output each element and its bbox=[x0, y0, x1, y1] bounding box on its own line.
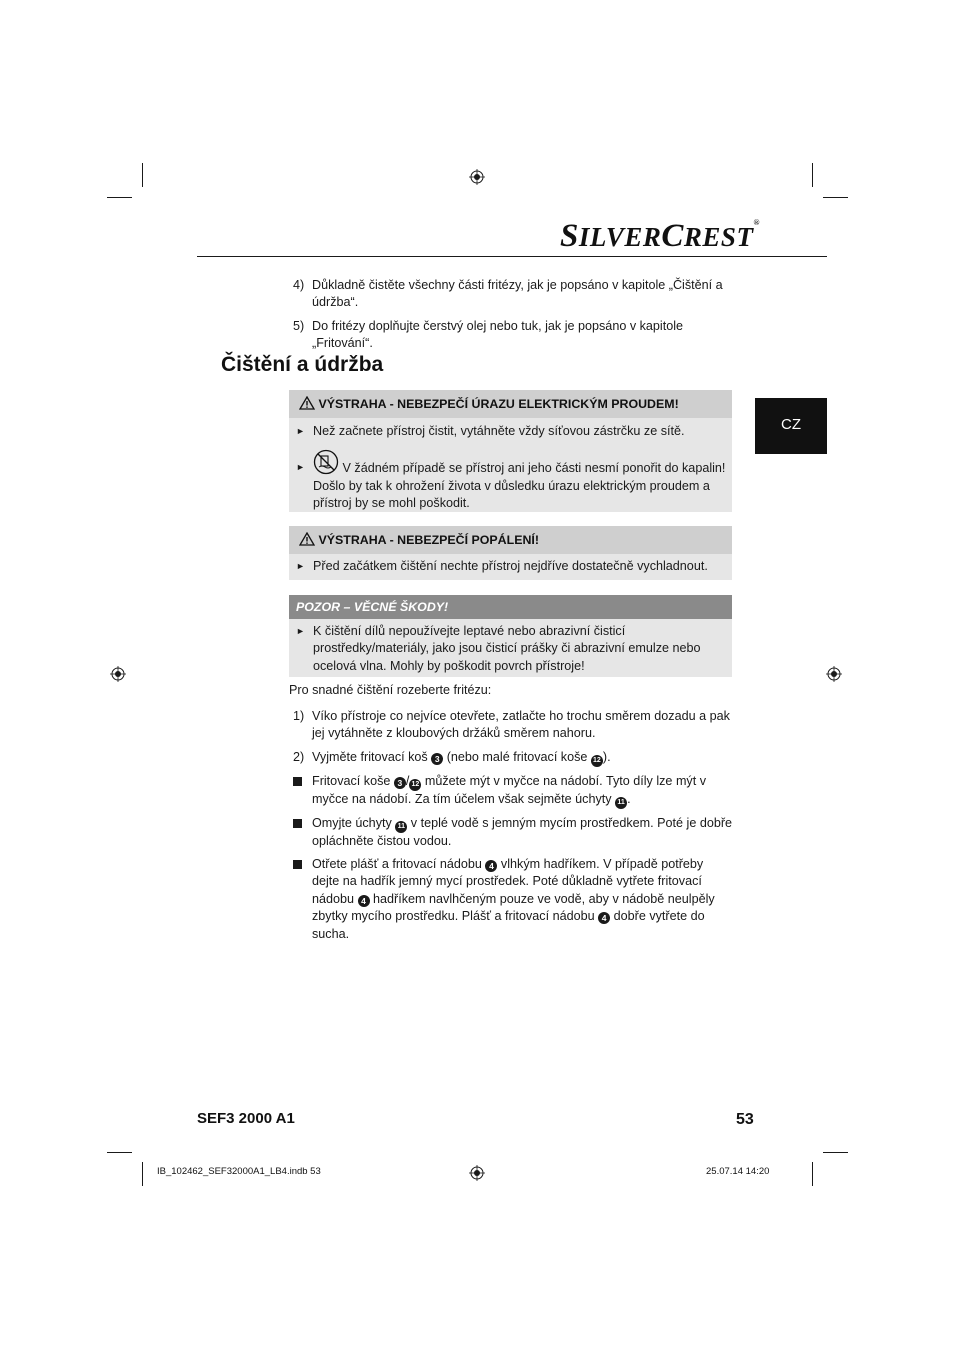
lead-in-text: Pro snadné čištění rozeberte fritézu: bbox=[289, 683, 492, 697]
crop-mark bbox=[142, 163, 143, 187]
brand-logo: SILVERCREST® bbox=[560, 218, 760, 254]
caution-header: POZOR – VĚCNÉ ŠKODY! bbox=[289, 595, 732, 619]
list-item: 2) Vyjměte fritovací koš 3 (nebo malé fritovací koše 12 ). bbox=[293, 749, 733, 767]
crop-mark bbox=[812, 163, 813, 187]
no-immersion-icon bbox=[313, 449, 339, 475]
arrow-bullet-icon: ► bbox=[296, 626, 305, 636]
arrow-bullet-icon: ► bbox=[296, 561, 305, 571]
crop-mark bbox=[107, 1152, 132, 1153]
arrow-bullet-icon: ► bbox=[296, 426, 305, 436]
print-slug-date: 25.07.14 14:20 bbox=[706, 1166, 770, 1177]
part-number-badge: 11 bbox=[395, 821, 407, 833]
warning-header: VÝSTRAHA - NEBEZPEČÍ POPÁLENÍ! bbox=[289, 526, 732, 554]
caution-box bbox=[289, 595, 732, 677]
registration-mark-icon bbox=[469, 169, 485, 185]
print-slug-file: IB_102462_SEF32000A1_LB4.indb 53 bbox=[157, 1166, 321, 1177]
square-bullet-icon bbox=[293, 860, 302, 869]
registration-mark-icon bbox=[110, 666, 126, 682]
crop-mark bbox=[823, 197, 848, 198]
list-item: 4) Důkladně čistěte všechny části fritézy, jak je popsáno v kapitole „Čištění a údržba“. bbox=[293, 278, 723, 310]
crop-mark bbox=[812, 1162, 813, 1186]
warning-triangle-icon bbox=[299, 396, 315, 410]
part-number-badge: 4 bbox=[598, 912, 610, 924]
bullet-item: ► K čištění dílů nepoužívejte leptavé nebo abrazivní čisticí prostředky/materiály, jako jsou čisticí prášky či abrazivní emulze nebo ocelová vlna. Mohly by poškodit povrch přístroje! bbox=[296, 624, 701, 673]
section-title: Čištění a údržba bbox=[221, 353, 384, 376]
bullet-item: ► Než začnete přístroj čistit, vytáhněte vždy síťovou zástrčku ze sítě. bbox=[289, 423, 732, 440]
warning-header: VÝSTRAHA - NEBEZPEČÍ ÚRAZU ELEKTRICKÝM PROUDEM! bbox=[289, 390, 732, 418]
warning-triangle-icon bbox=[299, 532, 315, 546]
crop-mark bbox=[823, 1152, 848, 1153]
registration-mark-icon bbox=[469, 1165, 485, 1181]
header-rule bbox=[197, 256, 827, 257]
square-bullet-icon bbox=[293, 777, 302, 786]
part-number-badge: 4 bbox=[485, 860, 497, 872]
bullet-item: ► Před začátkem čištění nechte přístroj nejdříve dostatečně vychladnout. bbox=[289, 558, 732, 575]
square-bullet-item: Fritovací koše 3 / 12 můžete mýt v myčce na nádobí. Tyto díly lze mýt v myčce na nádobí. Za tím účelem však sejměte úchyty 11 . bbox=[293, 773, 733, 809]
crop-mark bbox=[107, 197, 132, 198]
arrow-bullet-icon: ► bbox=[296, 462, 305, 473]
square-bullet-item: Omyjte úchyty 11 v teplé vodě s jemným mycím prostředkem. Poté je dobře opláchněte čistou vodou. bbox=[293, 815, 733, 850]
part-number-badge: 4 bbox=[358, 895, 370, 907]
part-number-badge: 3 bbox=[431, 753, 443, 765]
part-number-badge: 11 bbox=[615, 797, 627, 809]
warning-box-burn bbox=[289, 526, 732, 580]
part-number-badge: 12 bbox=[409, 779, 421, 791]
part-number-badge: 12 bbox=[591, 755, 603, 767]
page-number: 53 bbox=[736, 1111, 754, 1128]
registration-mark-icon bbox=[826, 666, 842, 682]
list-item: 1) Víko přístroje co nejvíce otevřete, zatlačte ho trochu směrem dozadu a pak jej vytáhněte z kloubových držáků směrem nahoru. bbox=[293, 709, 730, 741]
crop-mark bbox=[142, 1162, 143, 1186]
square-bullet-icon bbox=[293, 819, 302, 828]
warning-box-electric bbox=[289, 390, 732, 512]
list-item: 5) Do fritézy doplňujte čerstvý olej nebo tuk, jak je popsáno v kapitole „Fritování“. bbox=[293, 319, 684, 351]
square-bullet-item: Otřete plášť a fritovací nádobu 4 vlhkým hadříkem. V případě potřeby dejte na hadřík jemný mycí prostředek. Poté důkladně vytřete fritovací nádobu 4 hadříkem navlhčeným pouze ve vodě, aby v nádobě neulpěly zbytky mycího prostředku. Plášť a fritovací nádobu 4 dobře vytřete do sucha. bbox=[293, 856, 733, 943]
language-tab: CZ bbox=[755, 398, 827, 454]
part-number-badge: 3 bbox=[394, 777, 406, 789]
model-number: SEF3 2000 A1 bbox=[197, 1110, 295, 1127]
bullet-item: ► V žádném případě se přístroj ani jeho části nesmí ponořit do kapalin! Došlo by tak k ohrožení života v důsledku úrazu elektrickým proudem a přístroj by se mohl poškodit. bbox=[289, 449, 732, 512]
